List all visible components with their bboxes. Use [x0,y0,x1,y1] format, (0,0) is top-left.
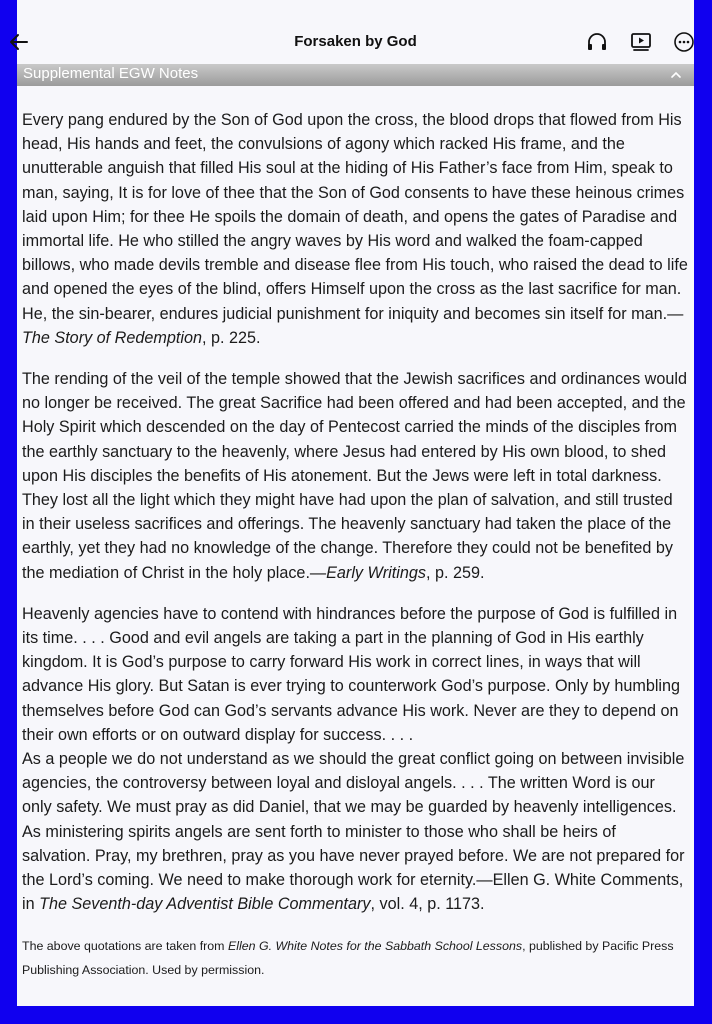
play-video-icon[interactable] [629,30,653,54]
permission-footer [22,934,688,982]
paragraph-early-writings [22,367,688,585]
notes-content [22,108,688,999]
page-title: Forsaken by God [294,33,417,50]
section-header-supplemental-notes[interactable] [17,64,694,86]
paragraph-text: Every pang endured by the Son of God upon the cross, the blood drops that flowed from His head, His hands and feet, the convulsions of agony which racked His frame, and the unutterable anguish that filled His soul at the hiding of His Father’s face from Him, speak to man, saying, It is for love of thee that the Son of God consents to have these heinous crimes laid upon Him; for thee He spoils the domain of death, and opens the gates of Paradise and immortal life. He who stilled the angry waves by His word and walked the foam-capped billows, who made devils tremble and disease flee from His touch, who raised the dead to life and opened the eyes of the blind, offers Himself upon the cross as the last sacrifice for man. He, the sin-bearer, endures judicial punishment for iniquity and becomes sin itself for man.— [22,111,688,323]
section-header-label: Supplemental EGW Notes [23,65,199,82]
source-title: Early Writings [326,563,426,582]
paragraph-text: As a people we do not understand as we should the great conflict going on between invisible agencies, the controversy between loyal and disloyal angels. . . . The written Word is our only safety. We must pray as did Daniel, that we may be guarded by heavenly intelligences. As ministering spirits angels are sent forth to minister to those who shall be heirs of salvation. Pray, my brethren, pray as you have never prayed before. We are not prepared for the Lord’s coming. We need to make thorough work for eternity.—Ellen G. White Comments, in [22,750,685,914]
more-options-icon[interactable] [672,30,696,54]
paragraph-heavenly-agencies [22,602,688,747]
footer-suffix: , published by Pacific Press Publishing Association. Used by permission. [22,938,674,977]
app-frame [17,0,694,1006]
source-reference: , p. 225. [201,328,261,347]
footer-prefix: The above quotations are taken from [22,938,228,953]
headphones-icon[interactable] [585,30,609,54]
top-navigation-bar [17,0,694,64]
source-title: The Seventh-day Adventist Bible Commentary [39,895,371,914]
paragraph-text: Heavenly agencies have to contend with hindrances before the purpose of God is fulfilled in its time. . . . Good and evil angels are taking a part in the planning of God in His earthly kingdom. It is God’s purpose to carry forward His work in correct lines, in ways that will advance His glory. But Satan is ever trying to counterwork God’s purpose. Only by humbling themselves before God can God’s servants advance His work. Never are they to depend on their own efforts or on outward display for success. . . . [22,604,681,744]
source-reference: , p. 259. [425,563,485,582]
paragraph-text: The rending of the veil of the temple showed that the Jewish sacrifices and ordinances would no longer be received. The great Sacrifice had been offered and had been accepted, and the Holy Spirit which descended on the day of Pentecost carried the minds of the disciples from the earthly sanctuary to the heavenly, where Jesus had entered by His own blood, to shed upon His disciples the benefits of His atonement. But the Jews were left in total darkness. They lost all the light which they might have had upon the plan of salvation, and still trusted in their useless sacrifices and offerings. The heavenly sanctuary had taken the place of the earthly, yet they had no knowledge of the change. Therefore they could not be benefited by the mediation of Christ in the holy place.— [22,370,687,582]
source-title: The Story of Redemption [22,328,202,347]
footer-source-title: Ellen G. White Notes for the Sabbath School Lessons [227,938,523,953]
chevron-up-icon[interactable] [670,69,682,81]
paragraph-story-of-redemption [22,108,688,350]
paragraph-great-conflict [22,747,688,916]
source-reference: , vol. 4, p. 1173. [370,895,485,914]
